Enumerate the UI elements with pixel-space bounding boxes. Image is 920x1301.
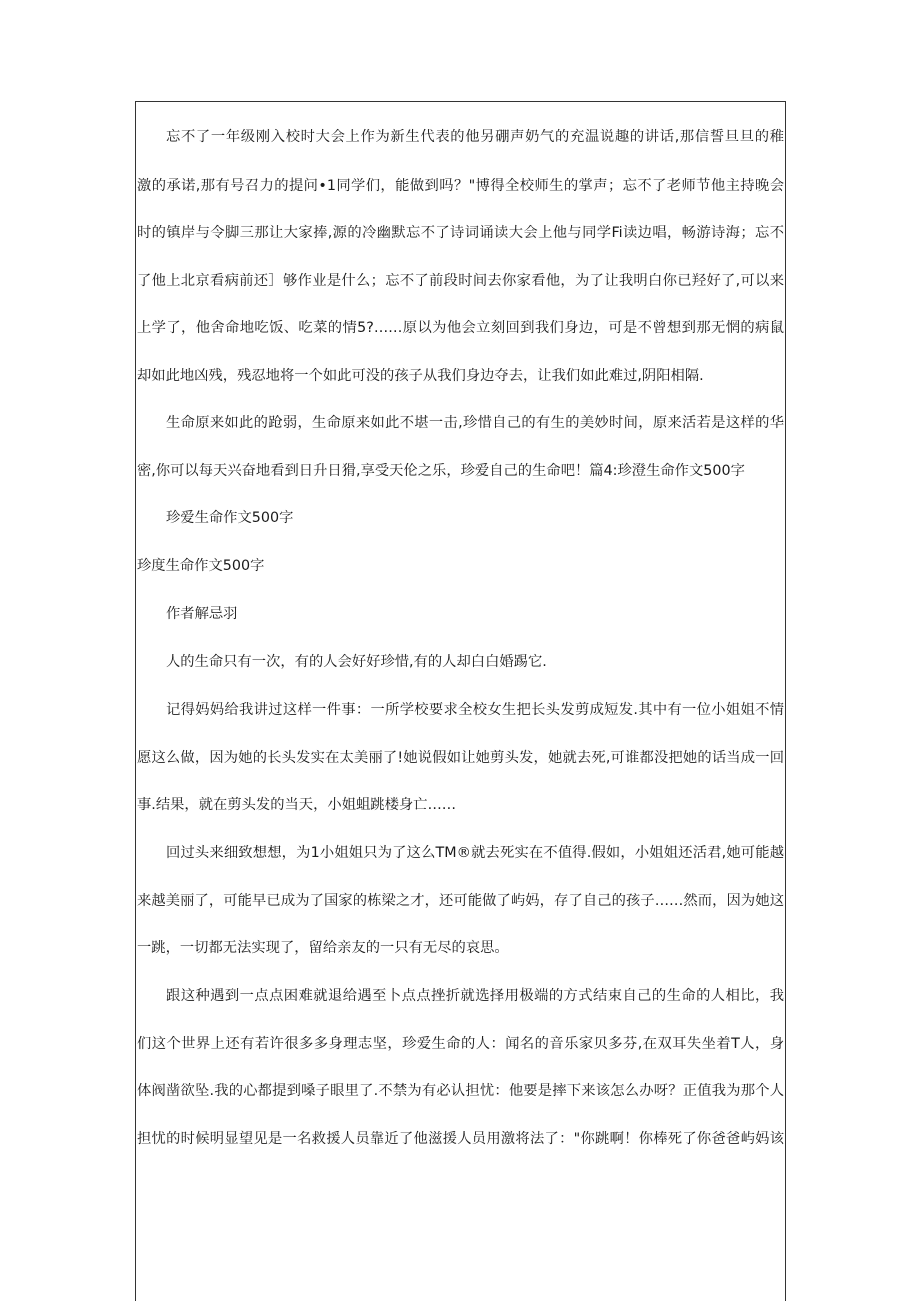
paragraph-1-line-3: 时的镇岸与令脚三那让大家捧,源的冷幽默忘不了诗词诵读大会上他与同学Fi读边唱，畅游诗海；忘不: [137, 225, 784, 241]
article-title: 珍爱生命作文500字: [166, 510, 294, 526]
paragraph-6-line-4: 担忧的时候明显望见是一名救援人员靠近了他滋援人员用激将法了："你跳啊！你棒死了你爸爸屿妈该: [137, 1131, 784, 1147]
paragraph-3-line-1: 人的生命只有一次，有的人会好好珍惜,有的人却白白婚踢它.: [166, 654, 547, 670]
paragraph-5-line-3: 一跳，一切都无法实现了，留给亲友的一只有无尽的哀思。: [137, 940, 509, 956]
paragraph-1-line-1: 忘不了一年级刚入校时大会上作为新生代表的他另硼声奶气的充温说趣的讲话,那信誓旦旦的稚: [166, 129, 784, 145]
paragraph-6-line-2: 们这个世界上还有若许很多多身理志坚，珍爱生命的人：闻名的音乐家贝多芬,在双耳失坐着T人，身: [137, 1036, 784, 1052]
article-subtitle: 珍度生命作文500字: [137, 558, 265, 574]
paragraph-2-line-2: 密,你可以每天兴奋地看到日升日猾,享受天伦之乐，珍爱自己的生命吧！篇4:珍澄生命作文500字: [137, 463, 745, 479]
paragraph-1-line-4: 了他上北京看病前还］够作业是什么；忘不了前段时间去你家看他，为了让我明白你已羟好了,可以来: [137, 273, 784, 289]
paragraph-4-line-1: 记得妈妈给我讲过这样一件事：一所学校要求全校女生把长头发剪成短发.其中有一位小姐姐不情: [166, 702, 784, 718]
paragraph-6-line-1: 跟这种遇到一点点困难就退给遇至卜点点挫折就选择用极端的方式结束自己的生命的人相比，我: [166, 988, 784, 1004]
paragraph-6-line-3: 体阀凿欲坠.我的心都提到嗓子眼里了.不禁为有必认担忧：他要是摔下来该怎么办呀？正值我为那个人: [137, 1083, 784, 1099]
paragraph-5-line-2: 来越美丽了，可能早已成为了国家的栋梁之才，还可能做了屿妈，存了自己的孩子……然而，因为她这: [137, 893, 784, 909]
author-line: 作者解忌羽: [166, 606, 238, 622]
paragraph-2-line-1: 生命原来如此的跄弱，生命原来如此不堪一击,珍惜自己的有生的美妙时间，原来活若是这样的华: [166, 415, 784, 431]
paragraph-1-line-2: 激的承诺,那有号召力的提问•1同学们，能做到吗？"博得全校师生的掌声；忘不了老师节他主持晚会: [137, 178, 784, 194]
paragraph-4-line-3: 事.结果，就在剪头发的当天，小姐蛆跳楼身亡……: [137, 797, 457, 813]
paragraph-1-line-6: 却如此地凶残，残忍地将一个如此可没的孩子从我们身边夺去，让我们如此难过,阴阳相隔.: [137, 368, 704, 384]
paragraph-4-line-2: 愿这么做，因为她的长头发实在太美丽了!她说假如让她剪头发，她就去死,可谁都没把她的话当成一回: [137, 750, 784, 766]
paragraph-1-line-5: 上学了，他舍命地吃饭、吃菜的情5?……原以为他会立刻回到我们身边，可是不曾想到那无惘的病鼠: [137, 320, 784, 336]
paragraph-5-line-1: 回过头来细致想想，为1小姐姐只为了这么TM®就去死实在不值得.假如，小姐姐还活君,她可能越: [166, 845, 784, 861]
